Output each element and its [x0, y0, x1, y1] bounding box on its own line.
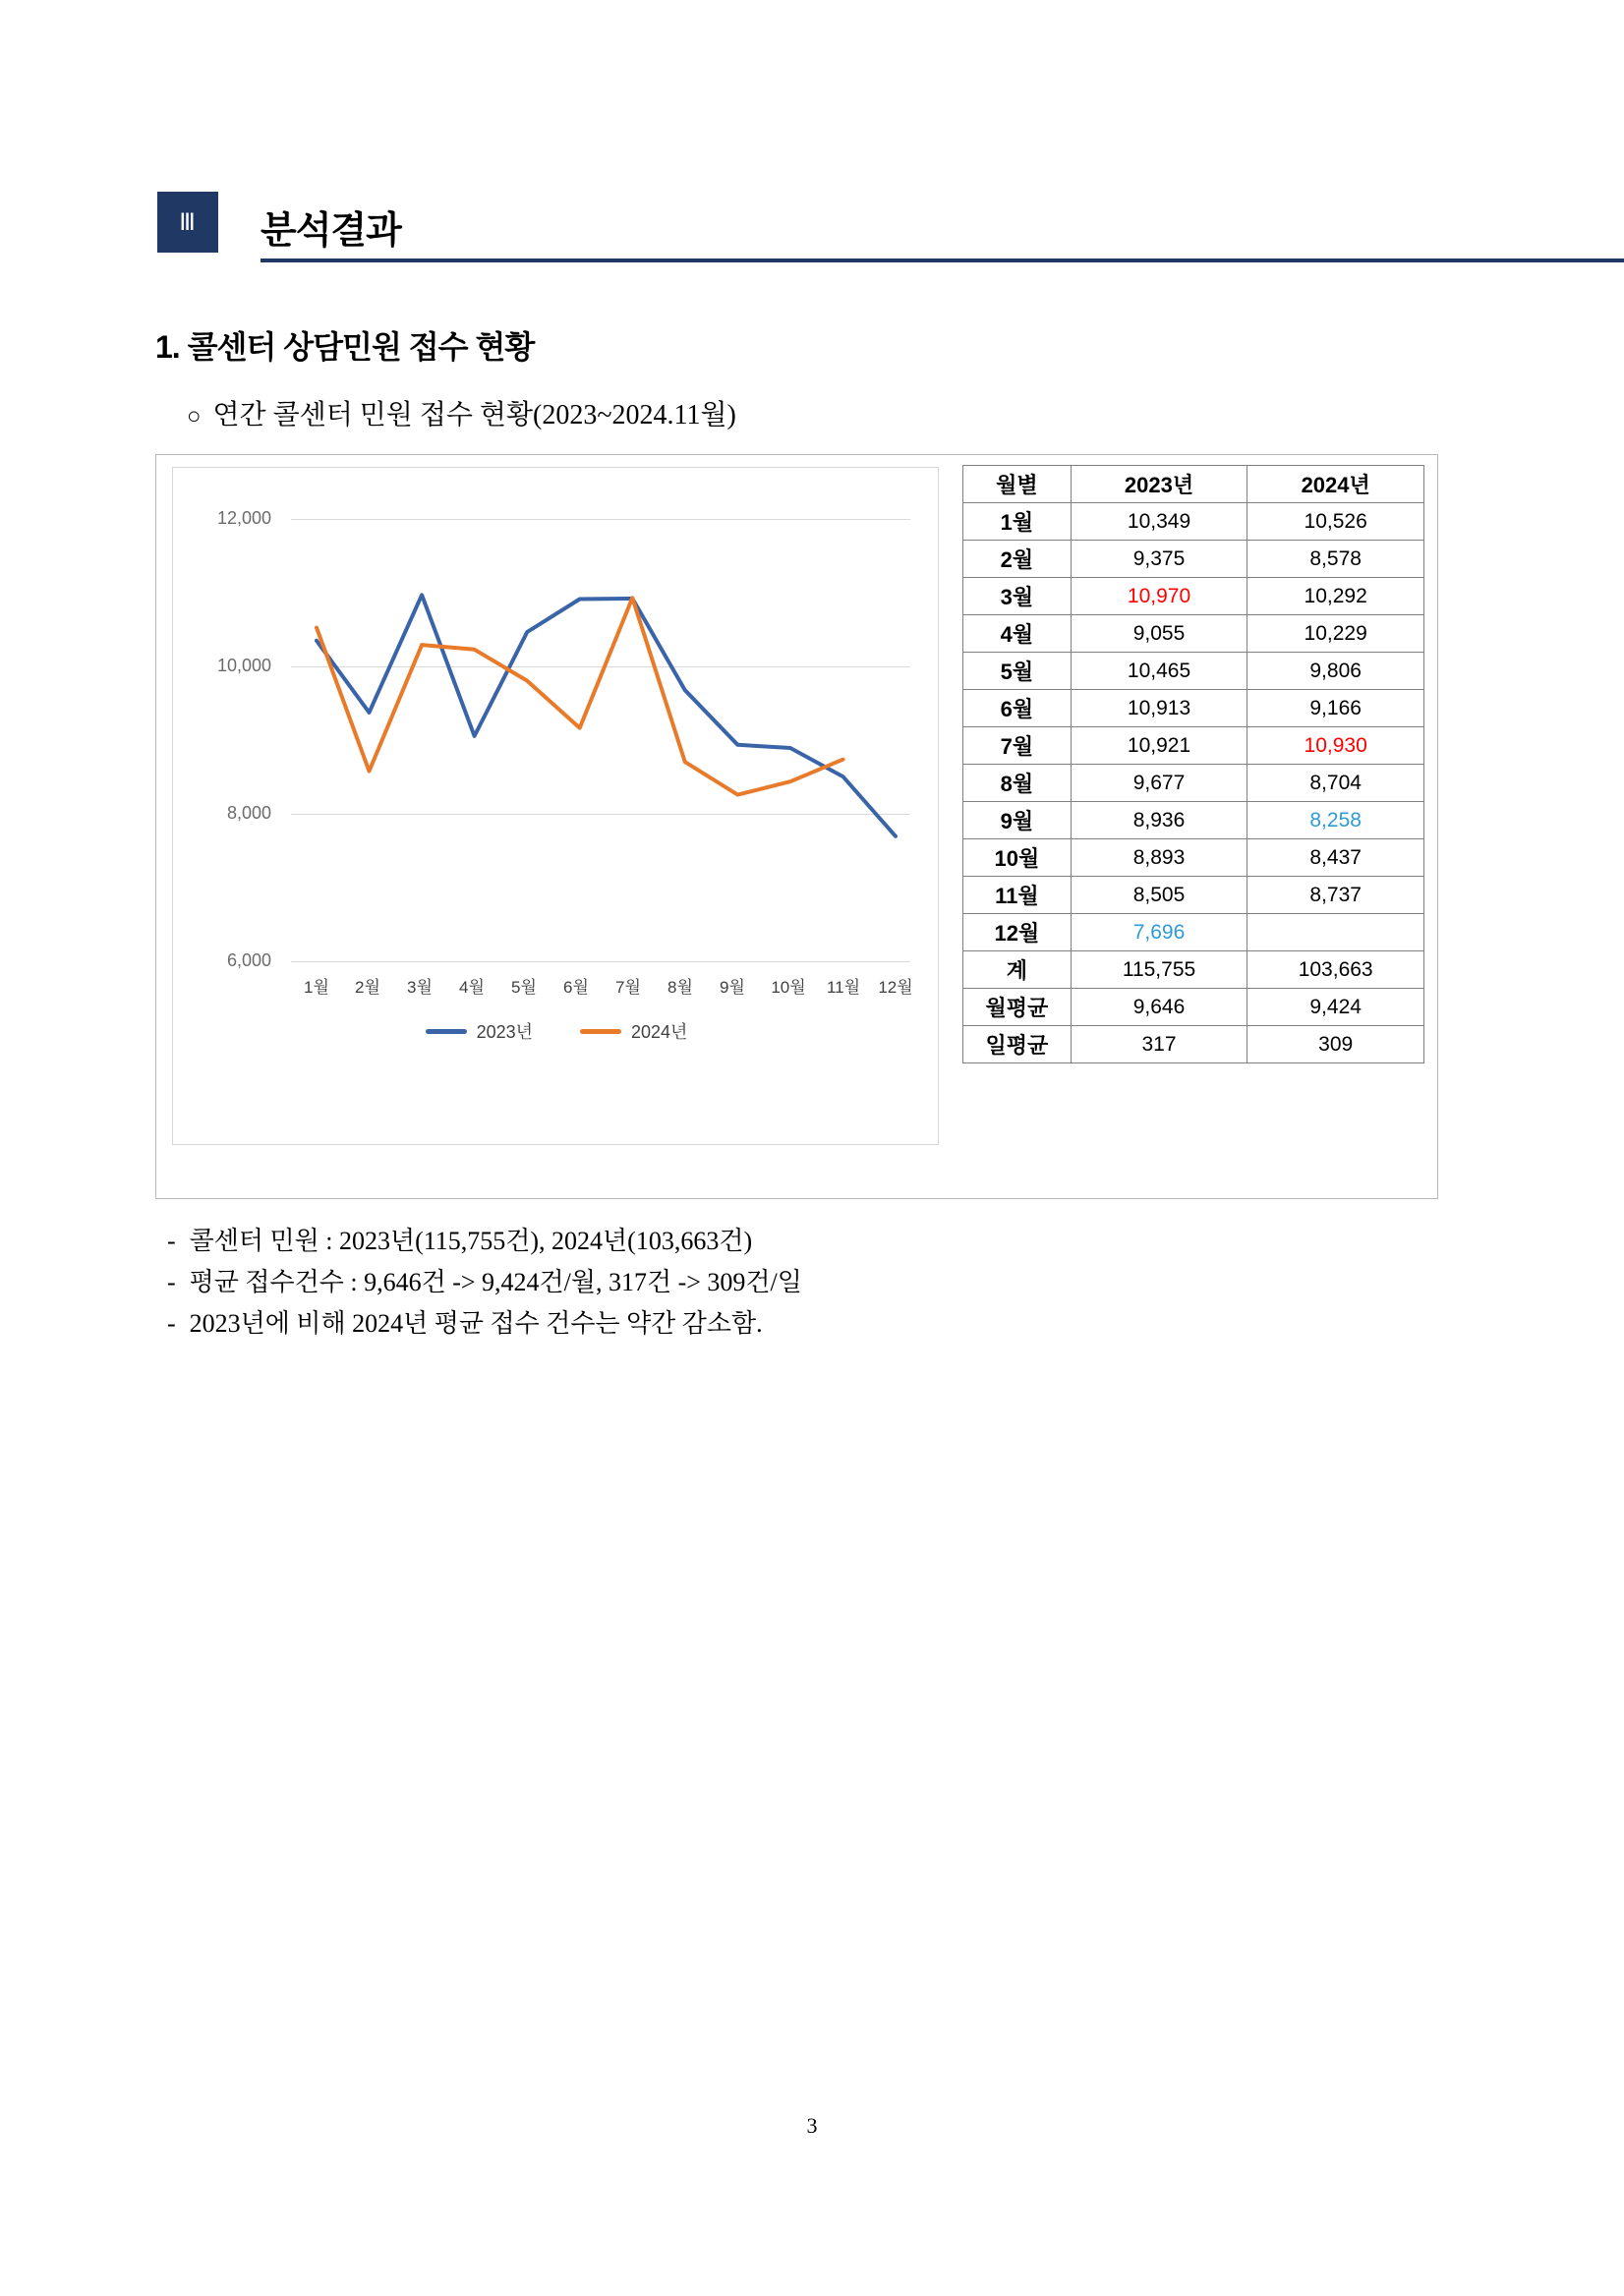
xtick-7: 7월 [615, 978, 641, 997]
section-header [157, 192, 1475, 265]
note-dash: - [167, 1268, 176, 1297]
table-cell-2023: 115,755 [1071, 951, 1247, 989]
chart-legend [173, 1018, 940, 1044]
table-cell-month: 10월 [963, 839, 1072, 877]
table-cell-month: 3월 [963, 578, 1072, 615]
table-cell-2023: 10,913 [1071, 690, 1247, 727]
column-header-month: 월별 [963, 466, 1072, 503]
table-cell-2024: 8,704 [1247, 765, 1424, 802]
note-text-3: 2023년에 비해 2024년 평균 접수 건수는 약간 감소함. [189, 1309, 763, 1339]
note-item [167, 1221, 1445, 1262]
table-cell-month: 11월 [963, 877, 1072, 914]
table-row [963, 690, 1424, 727]
table-row [963, 989, 1424, 1026]
xtick-10: 10월 [771, 978, 806, 997]
table-cell-2023: 9,677 [1071, 765, 1247, 802]
table-cell-2023: 317 [1071, 1026, 1247, 1063]
table-cell-2024: 8,737 [1247, 877, 1424, 914]
xtick-9: 9월 [720, 978, 745, 997]
ytick-6000: 6,000 [226, 950, 271, 970]
bullet-circle-icon: ○ [187, 404, 202, 430]
table-row [963, 802, 1424, 839]
table-row [963, 839, 1424, 877]
table-cell-2023: 9,646 [1071, 989, 1247, 1026]
table-cell-2023: 10,970 [1071, 578, 1247, 615]
table-row [963, 541, 1424, 578]
table-cell-month: 5월 [963, 653, 1072, 690]
table-cell-month: 7월 [963, 727, 1072, 765]
figure-container [155, 454, 1438, 1199]
xtick-1: 1월 [304, 978, 329, 997]
legend-item-2024 [580, 1018, 687, 1044]
column-header-2024: 2024년 [1247, 466, 1424, 503]
table-cell-month: 계 [963, 951, 1072, 989]
note-text-1: 콜센터 민원 : 2023년(115,755건), 2024년(103,663건) [189, 1227, 753, 1255]
table-cell-2023: 10,921 [1071, 727, 1247, 765]
table-cell-2023: 10,349 [1071, 503, 1247, 541]
table-row [963, 615, 1424, 653]
table-cell-2024: 10,229 [1247, 615, 1424, 653]
table-row [963, 653, 1424, 690]
section-divider [261, 258, 1624, 262]
table-row [963, 503, 1424, 541]
table-cell-2024: 8,578 [1247, 541, 1424, 578]
monthly-data-table [962, 465, 1424, 1063]
legend-swatch-2023 [426, 1029, 467, 1034]
legend-swatch-2024 [580, 1029, 621, 1034]
note-item [167, 1303, 1445, 1345]
table-cell-2023: 8,893 [1071, 839, 1247, 877]
subheading-text: 연간 콜센터 민원 접수 현황(2023~2024.11월) [212, 400, 736, 430]
table-row [963, 914, 1424, 951]
table-cell-month: 12월 [963, 914, 1072, 951]
table-cell-2023: 7,696 [1071, 914, 1247, 951]
xtick-11: 11월 [826, 978, 861, 997]
note-dash: - [167, 1227, 176, 1255]
table-cell-month: 일평균 [963, 1026, 1072, 1063]
table-cell-2024: 103,663 [1247, 951, 1424, 989]
table-row [963, 578, 1424, 615]
legend-item-2023 [426, 1018, 533, 1044]
section-title: 분석결과 [261, 210, 401, 252]
xtick-3: 3월 [407, 978, 433, 997]
table-cell-2023: 9,375 [1071, 541, 1247, 578]
heading-call-center-status: 1. 콜센터 상담민원 접수 현황 [155, 329, 535, 365]
table-cell-month: 월평균 [963, 989, 1072, 1026]
note-item [167, 1262, 1445, 1303]
subheading-annual-status [187, 393, 736, 432]
table-cell-month: 2월 [963, 541, 1072, 578]
table-cell-2023: 10,465 [1071, 653, 1247, 690]
section-badge: Ⅲ [157, 192, 218, 253]
table-cell-month: 8월 [963, 765, 1072, 802]
table-row [963, 1026, 1424, 1063]
legend-label-2023: 2023년 [476, 1022, 533, 1042]
ytick-10000: 10,000 [216, 656, 271, 675]
note-text-2: 평균 접수건수 : 9,646건 -> 9,424건/월, 317건 -> 309건/일 [189, 1268, 802, 1297]
xtick-5: 5월 [511, 978, 537, 997]
table-cell-month: 4월 [963, 615, 1072, 653]
xtick-4: 4월 [459, 978, 485, 997]
table-cell-2024: 8,437 [1247, 839, 1424, 877]
table-header-row [963, 466, 1424, 503]
page-number: 3 [806, 2113, 818, 2138]
table-cell-2024: 10,930 [1247, 727, 1424, 765]
xtick-8: 8월 [667, 978, 693, 997]
xtick-6: 6월 [563, 978, 589, 997]
chart-series-svg [291, 519, 910, 963]
xtick-2: 2월 [355, 978, 380, 997]
ytick-12000: 12,000 [216, 508, 271, 528]
notes-list [167, 1221, 1445, 1345]
line-chart [172, 467, 939, 1145]
table-cell-month: 9월 [963, 802, 1072, 839]
column-header-2023: 2023년 [1071, 466, 1247, 503]
table-cell-2024: 309 [1247, 1026, 1424, 1063]
table-cell-2024: 9,806 [1247, 653, 1424, 690]
table-cell-2024: 9,166 [1247, 690, 1424, 727]
xtick-12: 12월 [878, 978, 913, 997]
table-cell-2023: 8,936 [1071, 802, 1247, 839]
table-row [963, 877, 1424, 914]
table-cell-2024: 10,526 [1247, 503, 1424, 541]
note-dash: - [167, 1309, 176, 1339]
table-cell-2024 [1247, 914, 1424, 951]
table-cell-month: 6월 [963, 690, 1072, 727]
table-cell-2024: 10,292 [1247, 578, 1424, 615]
table-row [963, 727, 1424, 765]
table-cell-month: 1월 [963, 503, 1072, 541]
legend-label-2024: 2024년 [631, 1022, 688, 1042]
chart-plot-area [216, 508, 913, 997]
table-row [963, 765, 1424, 802]
table-cell-2024: 8,258 [1247, 802, 1424, 839]
table-cell-2023: 9,055 [1071, 615, 1247, 653]
table-cell-2023: 8,505 [1071, 877, 1247, 914]
table-cell-2024: 9,424 [1247, 989, 1424, 1026]
ytick-8000: 8,000 [226, 803, 271, 823]
table-row [963, 951, 1424, 989]
